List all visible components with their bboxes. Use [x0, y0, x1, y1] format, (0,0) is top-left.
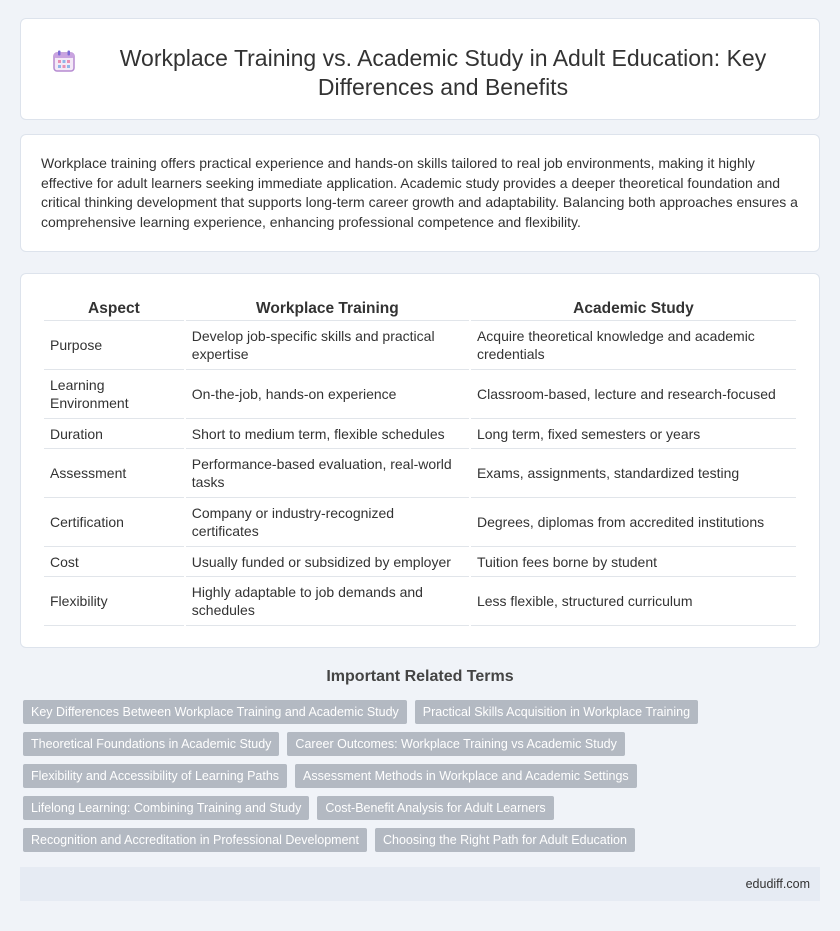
- related-terms-heading: Important Related Terms: [326, 668, 514, 685]
- aspect-cell: Duration: [44, 419, 184, 449]
- table-row: [44, 370, 796, 419]
- academic-cell: Long term, fixed semesters or years: [471, 419, 796, 449]
- related-term-tag[interactable]: Theoretical Foundations in Academic Study: [23, 732, 279, 756]
- related-term-tag[interactable]: Practical Skills Acquisition in Workplace Training: [415, 700, 698, 724]
- academic-cell: Exams, assignments, standardized testing: [471, 449, 796, 498]
- academic-cell: Classroom-based, lecture and research-focused: [471, 370, 796, 419]
- aspect-cell: Cost: [44, 547, 184, 577]
- academic-cell: Degrees, diplomas from accredited institutions: [471, 498, 796, 547]
- related-term-tag[interactable]: Recognition and Accreditation in Professional Development: [23, 828, 367, 852]
- intro-card: [20, 134, 820, 252]
- workplace-cell: Company or industry-recognized certificates: [186, 498, 469, 547]
- table-row: [44, 547, 796, 577]
- footer-site-link[interactable]: edudiff.com: [745, 877, 810, 891]
- calendar-icon: [51, 48, 77, 74]
- aspect-cell: Assessment: [44, 449, 184, 498]
- workplace-cell: On-the-job, hands-on experience: [186, 370, 469, 419]
- aspect-cell: Purpose: [44, 321, 184, 370]
- header-workplace-training: Workplace Training: [186, 296, 469, 321]
- table-row: [44, 321, 796, 370]
- header-academic-study: Academic Study: [471, 296, 796, 321]
- related-term-tag[interactable]: Career Outcomes: Workplace Training vs Academic Study: [287, 732, 624, 756]
- academic-cell: Acquire theoretical knowledge and academic credentials: [471, 321, 796, 370]
- comparison-card: [20, 273, 820, 648]
- footer: [20, 867, 820, 901]
- workplace-cell: Highly adaptable to job demands and schedules: [186, 577, 469, 626]
- table-header-row: [44, 296, 796, 321]
- academic-cell: Less flexible, structured curriculum: [471, 577, 796, 626]
- related-terms-list: [23, 700, 803, 852]
- workplace-cell: Short to medium term, flexible schedules: [186, 419, 469, 449]
- related-term-tag[interactable]: Assessment Methods in Workplace and Academic Settings: [295, 764, 637, 788]
- workplace-cell: Performance-based evaluation, real-world tasks: [186, 449, 469, 498]
- workplace-cell: Develop job-specific skills and practical expertise: [186, 321, 469, 370]
- aspect-cell: Flexibility: [44, 577, 184, 626]
- table-row: [44, 449, 796, 498]
- table-row: [44, 498, 796, 547]
- related-term-tag[interactable]: Cost-Benefit Analysis for Adult Learners: [317, 796, 553, 820]
- related-term-tag[interactable]: Choosing the Right Path for Adult Education: [375, 828, 635, 852]
- header-aspect: Aspect: [44, 296, 184, 321]
- comparison-table: [42, 296, 798, 626]
- related-term-tag[interactable]: Flexibility and Accessibility of Learning Paths: [23, 764, 287, 788]
- related-term-tag[interactable]: Key Differences Between Workplace Training and Academic Study: [23, 700, 407, 724]
- aspect-cell: Certification: [44, 498, 184, 547]
- aspect-cell: Learning Environment: [44, 370, 184, 419]
- workplace-cell: Usually funded or subsidized by employer: [186, 547, 469, 577]
- table-row: [44, 577, 796, 626]
- intro-paragraph: Workplace training offers practical experience and hands-on skills tailored to real job environments, making it highly effective for adult learners seeking immediate application. Academic study provides a deeper theoretical foundation and critical thinking development that supports long-term career growth and adaptability. Balancing both approaches ensures a comprehensive learning experience, enhancing professional competence and flexibility.: [41, 155, 798, 230]
- academic-cell: Tuition fees borne by student: [471, 547, 796, 577]
- related-term-tag[interactable]: Lifelong Learning: Combining Training and Study: [23, 796, 309, 820]
- table-row: [44, 419, 796, 449]
- title-card: [20, 18, 820, 120]
- page-title: Workplace Training vs. Academic Study in Adult Education: Key Differences and Benefits: [119, 45, 767, 100]
